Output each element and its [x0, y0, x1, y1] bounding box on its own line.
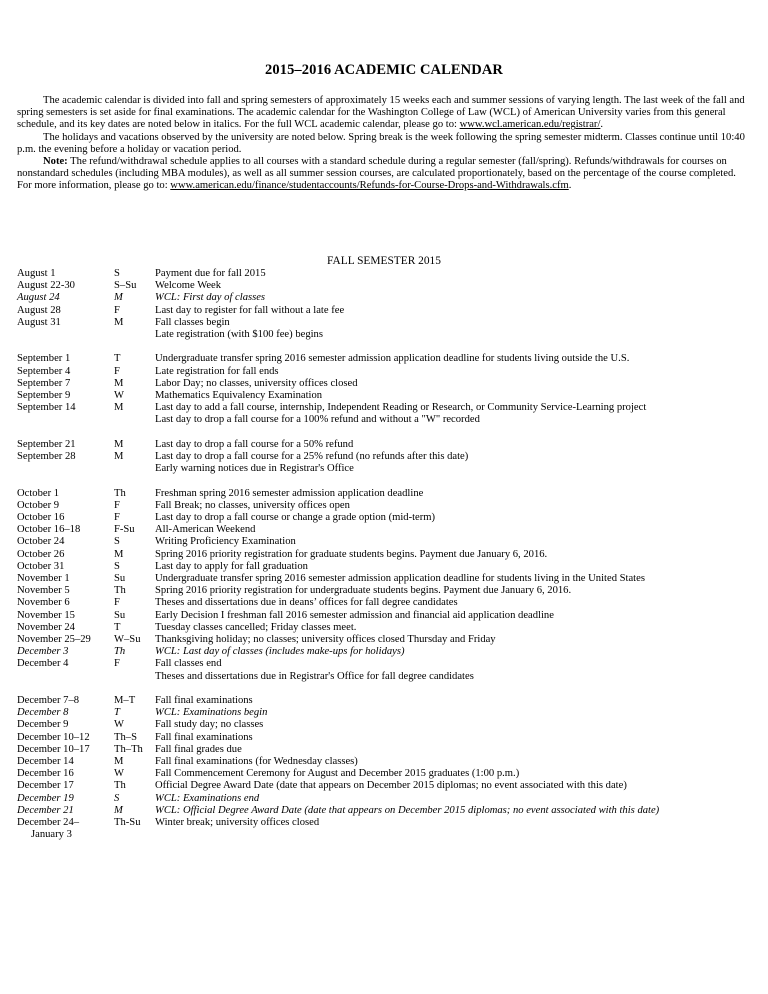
event-row — [17, 378, 762, 390]
event-weekday: M — [114, 451, 124, 463]
event-date: September 9 — [17, 390, 71, 402]
event-description: Fall classes end — [155, 658, 222, 670]
event-date: December 10–17 — [17, 743, 90, 755]
event-row — [17, 353, 762, 365]
event-description: WCL: Last day of classes (includes make-ups for holidays) — [155, 646, 405, 658]
event-weekday: M — [114, 402, 124, 414]
event-row — [17, 707, 762, 719]
event-weekday: Th — [114, 585, 126, 597]
event-weekday: T — [114, 621, 121, 633]
event-weekday: M — [114, 804, 123, 816]
event-row — [17, 658, 762, 670]
event-weekday: Th–S — [114, 731, 137, 743]
event-description: WCL: First day of classes — [155, 292, 266, 304]
event-date: December 8 — [17, 707, 69, 719]
event-date: October 26 — [17, 548, 65, 560]
event-description: Last day to drop a fall course for a 25% refund (no refunds after this date) — [155, 451, 469, 463]
event-date — [17, 414, 114, 426]
event-weekday: S — [114, 560, 120, 572]
event-description: Tuesday classes cancelled; Friday classes meet. — [155, 621, 357, 633]
event-row — [17, 573, 762, 585]
event-row — [17, 488, 762, 500]
event-description: Fall classes begin — [155, 316, 230, 328]
event-weekday: M — [114, 316, 124, 328]
event-row — [17, 439, 762, 451]
event-date: September 21 — [17, 438, 76, 450]
event-row — [17, 817, 762, 829]
event-row — [17, 549, 762, 561]
event-description: Fall final examinations — [155, 695, 253, 707]
event-weekday: Th–Th — [114, 743, 143, 755]
event-row — [17, 268, 762, 280]
event-description: Mathematics Equivalency Examination — [155, 390, 323, 402]
event-row — [17, 329, 762, 341]
event-date: October 31 — [17, 560, 65, 572]
event-weekday: F — [114, 499, 120, 511]
event-date: October 16 — [17, 512, 65, 524]
event-description: Last day to add a fall course, internship, Independent Reading or Research, or Community Service-Learning project — [155, 402, 647, 414]
event-row — [17, 524, 762, 536]
event-row — [17, 671, 762, 683]
event-description: Thanksgiving holiday; no classes; university offices closed Thursday and Friday — [155, 634, 496, 646]
event-row — [17, 780, 762, 792]
event-weekday: W–Su — [114, 634, 141, 646]
event-row — [17, 463, 762, 475]
event-row — [17, 793, 762, 805]
event-weekday: S — [114, 536, 120, 548]
event-date: August 28 — [17, 304, 61, 316]
event-date: November 1 — [17, 573, 70, 585]
event-date: December 3 — [17, 646, 69, 658]
event-date: December 19 — [17, 792, 74, 804]
event-weekday: F — [114, 365, 120, 377]
event-weekday: M–T — [114, 695, 136, 707]
event-weekday: Th — [114, 646, 126, 658]
event-date: August 22-30 — [17, 280, 75, 292]
event-row — [17, 317, 762, 329]
event-description: Early warning notices due in Registrar's Office — [155, 463, 354, 475]
event-date: November 15 — [17, 609, 75, 621]
event-row — [17, 536, 762, 548]
event-description: Last day to register for fall without a late fee — [155, 304, 345, 316]
event-description: Welcome Week — [155, 280, 222, 292]
event-description: All-American Weekend — [155, 524, 256, 536]
event-row — [17, 805, 762, 817]
event-date: December 17 — [17, 780, 74, 792]
event-weekday: S — [114, 268, 120, 279]
event-weekday: Su — [114, 609, 126, 621]
event-date — [17, 671, 114, 683]
event-date: December 7–8 — [17, 695, 80, 707]
event-row — [17, 280, 762, 292]
event-description: Fall final examinations — [155, 731, 253, 743]
event-description — [155, 829, 762, 841]
event-row — [17, 646, 762, 658]
page-title: 2015–2016 ACADEMIC CALENDAR — [265, 62, 503, 78]
event-description: Theses and dissertations due in Registrar's Office for fall degree candidates — [155, 670, 474, 682]
event-weekday: M — [114, 756, 124, 768]
event-description: WCL: Official Degree Award Date (date that appears on December 2015 diplomas; no event associated with this date) — [155, 804, 660, 816]
event-row — [17, 622, 762, 634]
event-weekday: W — [114, 390, 124, 402]
event-row — [17, 402, 762, 414]
event-description: Labor Day; no classes, university offices closed — [155, 377, 358, 389]
event-row — [17, 305, 762, 317]
event-description: Writing Proficiency Examination — [155, 536, 296, 548]
event-weekday — [114, 414, 155, 426]
event-row — [17, 512, 762, 524]
event-weekday: F-Su — [114, 524, 135, 536]
intro-paragraph-1: The academic calendar is divided into fall and spring semesters of approximately 15 weeks each and summer sessions of varying length. The last week of the fall and spring semesters is set aside for final examinations. The academic calendar for the Washington College of Law (WCL) of American University varies from this general schedule, and its key dates are noted below in italics. For the full WCL academic calendar, please go to: www.wcl.american.edu/registrar/. — [17, 95, 745, 131]
event-weekday: W — [114, 719, 124, 731]
event-row — [17, 768, 762, 780]
event-description: Last day to apply for fall graduation — [155, 560, 308, 572]
event-date: November 24 — [17, 621, 75, 633]
event-description: Theses and dissertations due in deans’ offices for fall degree candidates — [155, 597, 458, 609]
event-description: Late registration (with $100 fee) begins — [155, 329, 323, 341]
event-row — [17, 366, 762, 378]
event-weekday: W — [114, 768, 124, 780]
event-row — [17, 744, 762, 756]
event-date: August 31 — [17, 316, 61, 328]
event-weekday: T — [114, 353, 121, 365]
event-weekday — [114, 463, 155, 475]
event-date: October 16–18 — [17, 524, 81, 536]
group-spacer — [17, 683, 762, 695]
event-date: December 14 — [17, 756, 74, 768]
event-row — [17, 756, 762, 768]
event-date: November 5 — [17, 585, 70, 597]
event-description: Fall Break; no classes, university offices open — [155, 499, 350, 511]
section-title: FALL SEMESTER 2015 — [327, 255, 441, 267]
intro-paragraph-2: The holidays and vacations observed by the university are noted below. Spring break is the week following the spring semester midterm. Classes continue until 10:40 p.m. the evening before a holiday or vacation period. — [17, 131, 745, 155]
event-row — [17, 634, 762, 646]
event-description: Undergraduate transfer spring 2016 semester admission application deadline for students living outside the U.S. — [155, 353, 630, 365]
event-description: Fall final grades due — [155, 743, 242, 755]
event-weekday — [114, 671, 155, 683]
event-date: September 4 — [17, 365, 71, 377]
event-weekday: M — [114, 292, 123, 304]
event-description: Undergraduate transfer spring 2016 semester admission application deadline for students living in the United States — [155, 573, 645, 585]
event-date: December 21 — [17, 804, 74, 816]
event-weekday: S — [114, 792, 120, 804]
event-row — [17, 414, 762, 426]
event-description: Fall final examinations (for Wednesday classes) — [155, 756, 358, 768]
event-date: October 9 — [17, 499, 60, 511]
event-weekday: Th-Su — [114, 817, 141, 829]
event-description: Early Decision I freshman fall 2016 semester admission and financial aid application deadline — [155, 609, 554, 621]
event-row — [17, 719, 762, 731]
event-date: September 1 — [17, 353, 71, 365]
event-weekday: Su — [114, 573, 126, 585]
group-spacer — [17, 427, 762, 439]
event-date: January 3 — [31, 829, 72, 841]
event-date: September 7 — [17, 377, 71, 389]
note-label: Note: — [43, 156, 68, 168]
event-date: December 9 — [17, 719, 69, 731]
event-description: Official Degree Award Date (date that appears on December 2015 diplomas; no event associated with this date) — [155, 780, 627, 792]
event-weekday — [114, 829, 155, 841]
event-row — [17, 610, 762, 622]
event-description: Fall study day; no classes — [155, 719, 264, 731]
event-date: November 25–29 — [17, 634, 91, 646]
event-description: Late registration for fall ends — [155, 365, 279, 377]
event-date: December 16 — [17, 768, 74, 780]
group-spacer — [17, 341, 762, 353]
event-description: WCL: Examinations begin — [155, 707, 268, 719]
event-weekday: M — [114, 377, 124, 389]
event-row — [17, 390, 762, 402]
events-list — [17, 268, 762, 841]
event-description: Winter break; university offices closed — [155, 817, 320, 829]
event-description: Fall Commencement Ceremony for August and December 2015 graduates (1:00 p.m.) — [155, 768, 520, 780]
wcl-registrar-link[interactable]: www.wcl.american.edu/registrar/ — [459, 119, 601, 131]
event-description: Freshman spring 2016 semester admission application deadline — [155, 487, 424, 499]
event-weekday: F — [114, 597, 120, 609]
event-description: Last day to drop a fall course for a 100% refund and without a "W" recorded — [155, 414, 480, 426]
event-weekday: S–Su — [114, 280, 137, 292]
event-description: WCL: Examinations end — [155, 792, 260, 804]
event-weekday: M — [114, 548, 124, 560]
event-date — [17, 463, 114, 475]
refunds-link[interactable]: www.american.edu/finance/studentaccounts/Refunds-for-Course-Drops-and-Withdrawals.cfm — [170, 180, 569, 192]
event-date: November 6 — [17, 597, 70, 609]
event-description: Payment due for fall 2015 — [155, 268, 266, 279]
event-row — [17, 292, 762, 304]
event-row — [17, 561, 762, 573]
event-row — [17, 695, 762, 707]
event-weekday: F — [114, 512, 120, 524]
event-date: August 1 — [17, 268, 56, 279]
event-description: Spring 2016 priority registration for graduate students begins. Payment due January 6, 2016. — [155, 548, 548, 560]
event-date: December 24– — [17, 817, 80, 829]
event-row — [17, 829, 762, 841]
event-weekday: M — [114, 438, 124, 450]
event-weekday — [114, 329, 155, 341]
event-weekday: F — [114, 658, 120, 670]
event-row — [17, 732, 762, 744]
event-row — [17, 585, 762, 597]
event-description: Last day to drop a fall course for a 50% refund — [155, 438, 354, 450]
event-description: Last day to drop a fall course or change a grade option (mid-term) — [155, 512, 436, 524]
event-date: December 4 — [17, 658, 69, 670]
event-date: December 10–12 — [17, 731, 90, 743]
event-weekday: F — [114, 304, 120, 316]
event-date — [17, 329, 114, 341]
event-weekday: Th — [114, 487, 126, 499]
event-date: September 14 — [17, 402, 76, 414]
event-weekday: T — [114, 707, 120, 719]
intro-paragraph-3: Note: The refund/withdrawal schedule applies to all courses with a standard schedule during a regular semester (fall/spring). Refunds/withdrawals for courses on nonstandard schedules (including MBA modules), as well as all summer session courses, are calculated proportionately, based on the percentage of the course completed. For more information, please go to: www.american.edu/finance/studentaccounts/Refunds-for-Course-Drops-and-Withdrawals.cfm. — [17, 156, 736, 192]
event-description: Spring 2016 priority registration for undergraduate students begins. Payment due January 6, 2016. — [155, 585, 572, 597]
event-date: October 24 — [17, 536, 65, 548]
event-date: October 1 — [17, 487, 60, 499]
intro-text — [17, 95, 752, 193]
event-row — [17, 597, 762, 609]
event-date: September 28 — [17, 451, 76, 463]
event-date: August 24 — [17, 292, 60, 304]
group-spacer — [17, 475, 762, 487]
event-weekday: Th — [114, 780, 126, 792]
event-row — [17, 451, 762, 463]
event-row — [17, 500, 762, 512]
